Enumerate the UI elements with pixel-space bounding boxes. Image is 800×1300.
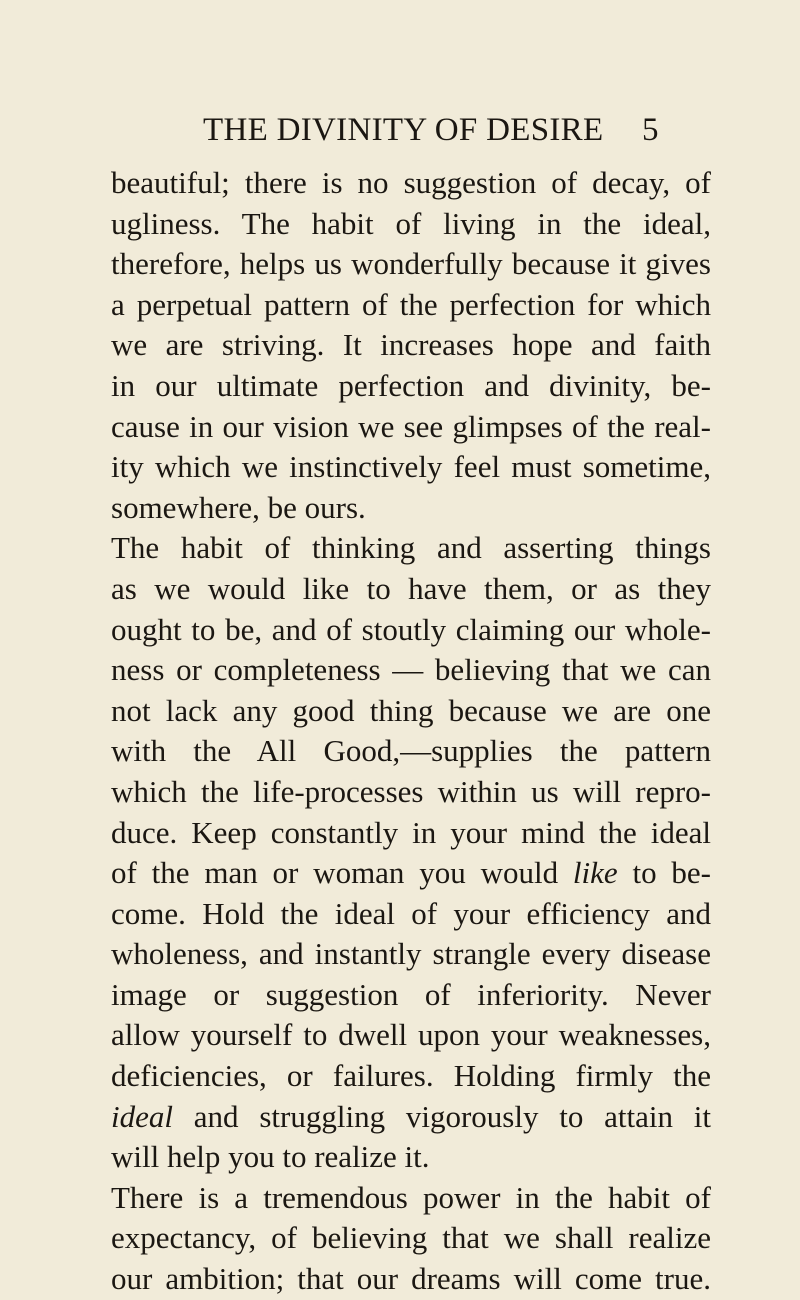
text-line: expectancy, of believing that we shall realize <box>111 1220 711 1256</box>
text-line: come. Hold the ideal of your efficiency and <box>111 895 711 931</box>
italic-word: like <box>572 855 618 891</box>
body-text <box>111 163 711 1300</box>
text-line: will help you to realize it. <box>111 1139 430 1175</box>
text-segment: and struggling vigorously to attain it <box>193 1098 712 1134</box>
text-line: somewhere, be ours. <box>111 489 366 525</box>
text-line: ought to be, and of stoutly claiming our whole- <box>111 611 711 647</box>
running-head: THE DIVINITY OF DESIRE <box>203 112 604 148</box>
text-line: deficiencies, or failures. Holding firmly the <box>111 1058 711 1094</box>
text-line: with the All Good,—supplies the pattern <box>111 733 711 769</box>
text-line: as we would like to have them, or as they <box>111 570 711 606</box>
text-line <box>111 853 711 894</box>
text-line: ity which we instinctively feel must sometime, <box>111 449 711 485</box>
text-line: a perpetual pattern of the perfection for which <box>111 286 711 322</box>
text-line: not lack any good thing because we are one <box>111 692 711 728</box>
text-line: The habit of thinking and asserting things <box>111 530 711 566</box>
text-line: ugliness. The habit of living in the ideal, <box>111 205 711 241</box>
text-segment: to be- <box>632 855 712 891</box>
italic-word: ideal <box>111 1098 173 1134</box>
text-line: in our ultimate perfection and divinity, be- <box>111 367 711 403</box>
text-segment: of the man or woman you would <box>111 855 559 891</box>
text-line: beautiful; there is no suggestion of decay, of <box>111 165 711 200</box>
text-line: duce. Keep constantly in your mind the ideal <box>111 814 711 850</box>
text-line: image or suggestion of inferiority. Never <box>111 976 711 1012</box>
text-line: allow yourself to dwell upon your weaknesses, <box>111 1017 711 1053</box>
page-number: 5 <box>642 112 659 148</box>
text-line: which the life-processes within us will repro- <box>111 773 711 809</box>
text-line: cause in our vision we see glimpses of the real- <box>111 408 711 444</box>
text-line: There is a tremendous power in the habit of <box>111 1179 711 1215</box>
text-line <box>111 1097 711 1138</box>
text-line: we are striving. It increases hope and faith <box>111 327 711 363</box>
text-line: therefore, helps us wonderfully because it gives <box>111 246 711 282</box>
text-line: our ambition; that our dreams will come true. <box>111 1261 711 1297</box>
text-line: ness or completeness — believing that we can <box>111 652 711 688</box>
text-line: wholeness, and instantly strangle every disease <box>111 936 711 972</box>
